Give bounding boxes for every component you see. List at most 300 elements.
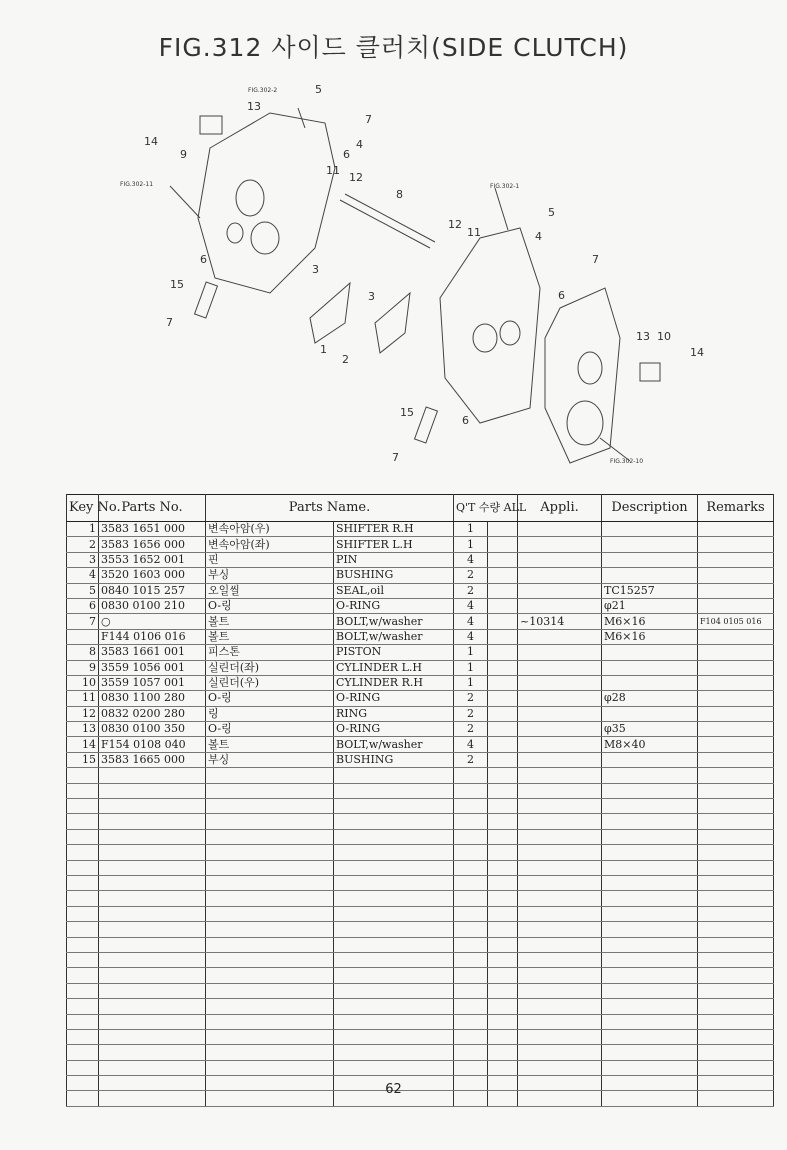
cell-nameen <box>334 860 454 875</box>
cell-blank <box>488 722 518 737</box>
cell-namekr <box>206 814 334 829</box>
cell-nameen: CYLINDER L.H <box>334 660 454 675</box>
cell-remarks <box>698 968 774 983</box>
cell-remarks <box>698 983 774 998</box>
cell-blank <box>488 522 518 537</box>
cell-key: 1 <box>67 522 99 537</box>
cell-remarks: F104 0105 016 <box>698 614 774 629</box>
cell-blank <box>488 1060 518 1075</box>
cell-desc: φ28 <box>602 691 698 706</box>
cell-blank <box>488 952 518 967</box>
cell-nameen: SHIFTER L.H <box>334 537 454 552</box>
cell-namekr: O-링 <box>206 598 334 613</box>
cell-blank <box>488 783 518 798</box>
callout-label: 2 <box>342 353 349 366</box>
callout-label: 14 <box>144 135 158 148</box>
cell-qty <box>454 814 488 829</box>
callout-label: 5 <box>315 83 322 96</box>
cell-appli <box>518 537 602 552</box>
cell-nameen <box>334 1045 454 1060</box>
table-row <box>67 691 774 706</box>
cell-qty <box>454 891 488 906</box>
table-row <box>67 737 774 752</box>
cell-partno: 3553 1652 001 <box>99 552 206 567</box>
cell-partno <box>99 937 206 952</box>
table-row <box>67 675 774 690</box>
cell-nameen <box>334 906 454 921</box>
cell-namekr: 실린더(좌) <box>206 660 334 675</box>
cell-namekr: 링 <box>206 706 334 721</box>
cell-namekr: 부싱 <box>206 752 334 767</box>
cell-namekr: 피스톤 <box>206 645 334 660</box>
cell-appli <box>518 906 602 921</box>
cell-appli <box>518 1060 602 1075</box>
cell-remarks <box>698 537 774 552</box>
cell-partno: 3583 1651 000 <box>99 522 206 537</box>
cell-blank <box>488 906 518 921</box>
cell-remarks <box>698 522 774 537</box>
cell-nameen <box>334 1060 454 1075</box>
cell-qty <box>454 1014 488 1029</box>
cell-appli <box>518 799 602 814</box>
cell-namekr <box>206 829 334 844</box>
cell-nameen <box>334 783 454 798</box>
cell-desc <box>602 783 698 798</box>
cell-nameen <box>334 814 454 829</box>
cell-remarks <box>698 891 774 906</box>
callout-label: 13 <box>247 100 261 113</box>
cell-appli <box>518 968 602 983</box>
diagram-ref: FIG.302-1 <box>490 183 520 190</box>
cell-remarks <box>698 845 774 860</box>
cell-appli <box>518 598 602 613</box>
cell-namekr <box>206 768 334 783</box>
table-row <box>67 999 774 1014</box>
callout-label: 6 <box>462 414 469 427</box>
cell-qty <box>454 783 488 798</box>
cell-qty: 4 <box>454 598 488 613</box>
cell-namekr <box>206 968 334 983</box>
cell-appli <box>518 860 602 875</box>
cell-qty: 2 <box>454 583 488 598</box>
cell-appli <box>518 660 602 675</box>
cell-nameen <box>334 799 454 814</box>
cell-remarks <box>698 937 774 952</box>
table-row <box>67 614 774 629</box>
cell-key: 12 <box>67 706 99 721</box>
table-header-row <box>67 495 774 522</box>
cell-desc <box>602 875 698 890</box>
cell-partno <box>99 783 206 798</box>
cell-desc <box>602 906 698 921</box>
cell-appli <box>518 814 602 829</box>
cell-remarks <box>698 722 774 737</box>
cell-nameen: O-RING <box>334 598 454 613</box>
cell-appli <box>518 691 602 706</box>
callout-label: 10 <box>657 330 671 343</box>
cell-nameen: BUSHING <box>334 752 454 767</box>
table-row <box>67 891 774 906</box>
parts-table <box>66 494 774 1107</box>
cell-partno: 0832 0200 280 <box>99 706 206 721</box>
cell-key <box>67 799 99 814</box>
cell-appli <box>518 522 602 537</box>
cell-partno: 3583 1665 000 <box>99 752 206 767</box>
parts-table-body <box>67 522 774 1107</box>
cell-appli <box>518 722 602 737</box>
cell-namekr <box>206 783 334 798</box>
cell-remarks <box>698 906 774 921</box>
cell-blank <box>488 845 518 860</box>
cell-blank <box>488 1029 518 1044</box>
cell-nameen: O-RING <box>334 691 454 706</box>
callout-label: 1 <box>320 343 327 356</box>
cell-key <box>67 814 99 829</box>
cell-qty: 4 <box>454 552 488 567</box>
cell-remarks <box>698 1029 774 1044</box>
cell-key <box>67 845 99 860</box>
cell-desc <box>602 522 698 537</box>
cell-blank <box>488 537 518 552</box>
callout-label: 13 <box>636 330 650 343</box>
cell-remarks <box>698 598 774 613</box>
cell-appli <box>518 891 602 906</box>
cell-blank <box>488 598 518 613</box>
cell-qty <box>454 999 488 1014</box>
cell-qty <box>454 860 488 875</box>
exploded-parts-diagram <box>100 78 740 478</box>
cell-blank <box>488 706 518 721</box>
cell-namekr <box>206 906 334 921</box>
cell-desc <box>602 706 698 721</box>
cell-nameen: O-RING <box>334 722 454 737</box>
cell-appli <box>518 1045 602 1060</box>
header-description: Description <box>602 495 698 522</box>
table-row <box>67 768 774 783</box>
table-row <box>67 629 774 644</box>
cell-desc <box>602 675 698 690</box>
cell-blank <box>488 768 518 783</box>
cell-remarks <box>698 829 774 844</box>
cell-desc: M6×16 <box>602 614 698 629</box>
cell-key <box>67 891 99 906</box>
cell-partno <box>99 845 206 860</box>
table-row <box>67 583 774 598</box>
table-row <box>67 875 774 890</box>
cell-desc <box>602 952 698 967</box>
cell-blank <box>488 1014 518 1029</box>
callout-label: 7 <box>392 451 399 464</box>
cell-qty <box>454 799 488 814</box>
table-row <box>67 660 774 675</box>
cell-desc <box>602 845 698 860</box>
cell-qty: 2 <box>454 691 488 706</box>
cell-appli <box>518 645 602 660</box>
header-qty: Q'T 수량 ALL <box>454 495 518 522</box>
cell-desc: φ35 <box>602 722 698 737</box>
cell-namekr <box>206 845 334 860</box>
cell-key <box>67 875 99 890</box>
cell-blank <box>488 829 518 844</box>
cell-key: 3 <box>67 552 99 567</box>
cell-key <box>67 937 99 952</box>
table-row <box>67 568 774 583</box>
cell-appli: ~10314 <box>518 614 602 629</box>
cell-key: 5 <box>67 583 99 598</box>
cell-key <box>67 783 99 798</box>
cell-appli <box>518 875 602 890</box>
cell-partno <box>99 983 206 998</box>
cell-desc <box>602 968 698 983</box>
cell-desc <box>602 645 698 660</box>
cell-key <box>67 906 99 921</box>
cell-key <box>67 1045 99 1060</box>
cell-qty <box>454 968 488 983</box>
header-parts-name: Parts Name. <box>206 495 454 522</box>
cell-desc <box>602 752 698 767</box>
cell-remarks <box>698 675 774 690</box>
cell-qty: 1 <box>454 522 488 537</box>
header-parts-no: Parts No. <box>99 495 206 522</box>
cell-blank <box>488 552 518 567</box>
table-row <box>67 845 774 860</box>
cell-appli <box>518 583 602 598</box>
cell-appli <box>518 1014 602 1029</box>
cell-appli <box>518 629 602 644</box>
cell-partno <box>99 1014 206 1029</box>
cell-partno <box>99 968 206 983</box>
cell-namekr: O-링 <box>206 691 334 706</box>
cell-appli <box>518 752 602 767</box>
cell-blank <box>488 999 518 1014</box>
cell-namekr <box>206 952 334 967</box>
table-row <box>67 552 774 567</box>
cell-key: 13 <box>67 722 99 737</box>
cell-desc <box>602 799 698 814</box>
cell-desc: M8×40 <box>602 737 698 752</box>
cell-nameen: CYLINDER R.H <box>334 675 454 690</box>
cell-qty: 1 <box>454 537 488 552</box>
cell-desc <box>602 1014 698 1029</box>
cell-partno: 3520 1603 000 <box>99 568 206 583</box>
cell-appli <box>518 783 602 798</box>
cell-key: 4 <box>67 568 99 583</box>
cell-blank <box>488 614 518 629</box>
cell-remarks <box>698 552 774 567</box>
cell-appli <box>518 952 602 967</box>
cell-remarks <box>698 875 774 890</box>
cell-remarks <box>698 922 774 937</box>
cell-namekr: 볼트 <box>206 629 334 644</box>
cell-blank <box>488 675 518 690</box>
cell-namekr: 변속아암(좌) <box>206 537 334 552</box>
cell-qty <box>454 768 488 783</box>
cell-appli <box>518 999 602 1014</box>
header-key: Key No. <box>67 495 99 522</box>
cell-remarks <box>698 737 774 752</box>
cell-desc <box>602 814 698 829</box>
diagram-ref: FIG.302-2 <box>248 87 278 94</box>
cell-qty <box>454 875 488 890</box>
cell-appli <box>518 983 602 998</box>
cell-namekr <box>206 1014 334 1029</box>
table-row <box>67 814 774 829</box>
cell-qty <box>454 1029 488 1044</box>
table-row <box>67 952 774 967</box>
cell-partno: 3583 1656 000 <box>99 537 206 552</box>
table-row <box>67 983 774 998</box>
cell-partno <box>99 799 206 814</box>
cell-nameen: BOLT,w/washer <box>334 629 454 644</box>
cell-nameen: PIN <box>334 552 454 567</box>
cell-blank <box>488 814 518 829</box>
cell-nameen: BOLT,w/washer <box>334 614 454 629</box>
cell-key <box>67 983 99 998</box>
cell-partno <box>99 814 206 829</box>
cell-partno <box>99 875 206 890</box>
cell-nameen <box>334 891 454 906</box>
cell-desc <box>602 1060 698 1075</box>
cell-key: 14 <box>67 737 99 752</box>
cell-remarks <box>698 629 774 644</box>
table-row <box>67 937 774 952</box>
cell-nameen: RING <box>334 706 454 721</box>
cell-remarks <box>698 860 774 875</box>
cell-desc <box>602 860 698 875</box>
cell-key <box>67 922 99 937</box>
cell-nameen <box>334 845 454 860</box>
cell-namekr: 핀 <box>206 552 334 567</box>
cell-desc <box>602 829 698 844</box>
cell-desc <box>602 1045 698 1060</box>
cell-partno <box>99 1045 206 1060</box>
cell-qty <box>454 922 488 937</box>
callout-label: 7 <box>166 316 173 329</box>
cell-key <box>67 1060 99 1075</box>
cell-nameen: BOLT,w/washer <box>334 737 454 752</box>
table-row <box>67 799 774 814</box>
callout-label: 12 <box>349 171 363 184</box>
cell-desc <box>602 922 698 937</box>
cell-qty <box>454 829 488 844</box>
cell-blank <box>488 583 518 598</box>
cell-namekr <box>206 999 334 1014</box>
cell-nameen <box>334 937 454 952</box>
cell-partno: 0840 1015 257 <box>99 583 206 598</box>
cell-nameen: SHIFTER R.H <box>334 522 454 537</box>
cell-remarks <box>698 568 774 583</box>
page-number: 62 <box>385 1082 402 1097</box>
callout-label: 9 <box>180 148 187 161</box>
cell-appli <box>518 1029 602 1044</box>
callout-label: 7 <box>592 253 599 266</box>
table-row <box>67 860 774 875</box>
cell-blank <box>488 799 518 814</box>
cell-qty <box>454 906 488 921</box>
cell-remarks <box>698 645 774 660</box>
cell-namekr <box>206 937 334 952</box>
cell-blank <box>488 922 518 937</box>
cell-key: 8 <box>67 645 99 660</box>
callout-label: 4 <box>535 230 542 243</box>
cell-appli <box>518 552 602 567</box>
cell-key <box>67 999 99 1014</box>
cell-blank <box>488 875 518 890</box>
cell-partno <box>99 1060 206 1075</box>
cell-namekr: 실린더(우) <box>206 675 334 690</box>
cell-qty: 2 <box>454 568 488 583</box>
cell-partno: 0830 0100 350 <box>99 722 206 737</box>
cell-qty: 4 <box>454 737 488 752</box>
cell-qty: 1 <box>454 645 488 660</box>
cell-partno <box>99 829 206 844</box>
cell-key: 15 <box>67 752 99 767</box>
cell-remarks <box>698 691 774 706</box>
cell-key: 7 <box>67 614 99 629</box>
cell-namekr <box>206 922 334 937</box>
cell-blank <box>488 660 518 675</box>
cell-key <box>67 1014 99 1029</box>
cell-qty: 1 <box>454 660 488 675</box>
cell-key: 10 <box>67 675 99 690</box>
cell-nameen: PISTON <box>334 645 454 660</box>
cell-nameen <box>334 875 454 890</box>
cell-key <box>67 768 99 783</box>
callout-label: 15 <box>170 278 184 291</box>
cell-key <box>67 829 99 844</box>
callout-label: 15 <box>400 406 414 419</box>
cell-partno <box>99 891 206 906</box>
cell-partno: ○ <box>99 614 206 629</box>
cell-appli <box>518 768 602 783</box>
cell-key <box>67 860 99 875</box>
cell-appli <box>518 845 602 860</box>
cell-nameen <box>334 999 454 1014</box>
cell-partno: 0830 0100 210 <box>99 598 206 613</box>
callout-label: 8 <box>396 188 403 201</box>
cell-appli <box>518 568 602 583</box>
callout-label: 11 <box>467 226 481 239</box>
cell-partno: 3583 1661 001 <box>99 645 206 660</box>
cell-remarks <box>698 1045 774 1060</box>
cell-remarks <box>698 1060 774 1075</box>
cell-nameen <box>334 1014 454 1029</box>
cell-key <box>67 952 99 967</box>
cell-partno: 3559 1056 001 <box>99 660 206 675</box>
cell-key: 9 <box>67 660 99 675</box>
cell-namekr <box>206 891 334 906</box>
callout-label: 6 <box>343 148 350 161</box>
cell-nameen <box>334 952 454 967</box>
cell-partno <box>99 906 206 921</box>
table-row <box>67 706 774 721</box>
cell-partno <box>99 1029 206 1044</box>
callout-label: 14 <box>690 346 704 359</box>
cell-remarks <box>698 783 774 798</box>
cell-desc <box>602 552 698 567</box>
cell-qty <box>454 1060 488 1075</box>
cell-remarks <box>698 799 774 814</box>
cell-desc: φ21 <box>602 598 698 613</box>
cell-key: 2 <box>67 537 99 552</box>
cell-partno <box>99 768 206 783</box>
cell-blank <box>488 860 518 875</box>
cell-qty: 2 <box>454 722 488 737</box>
cell-desc: TC15257 <box>602 583 698 598</box>
table-row <box>67 922 774 937</box>
table-row <box>67 522 774 537</box>
callout-label: 11 <box>326 164 340 177</box>
